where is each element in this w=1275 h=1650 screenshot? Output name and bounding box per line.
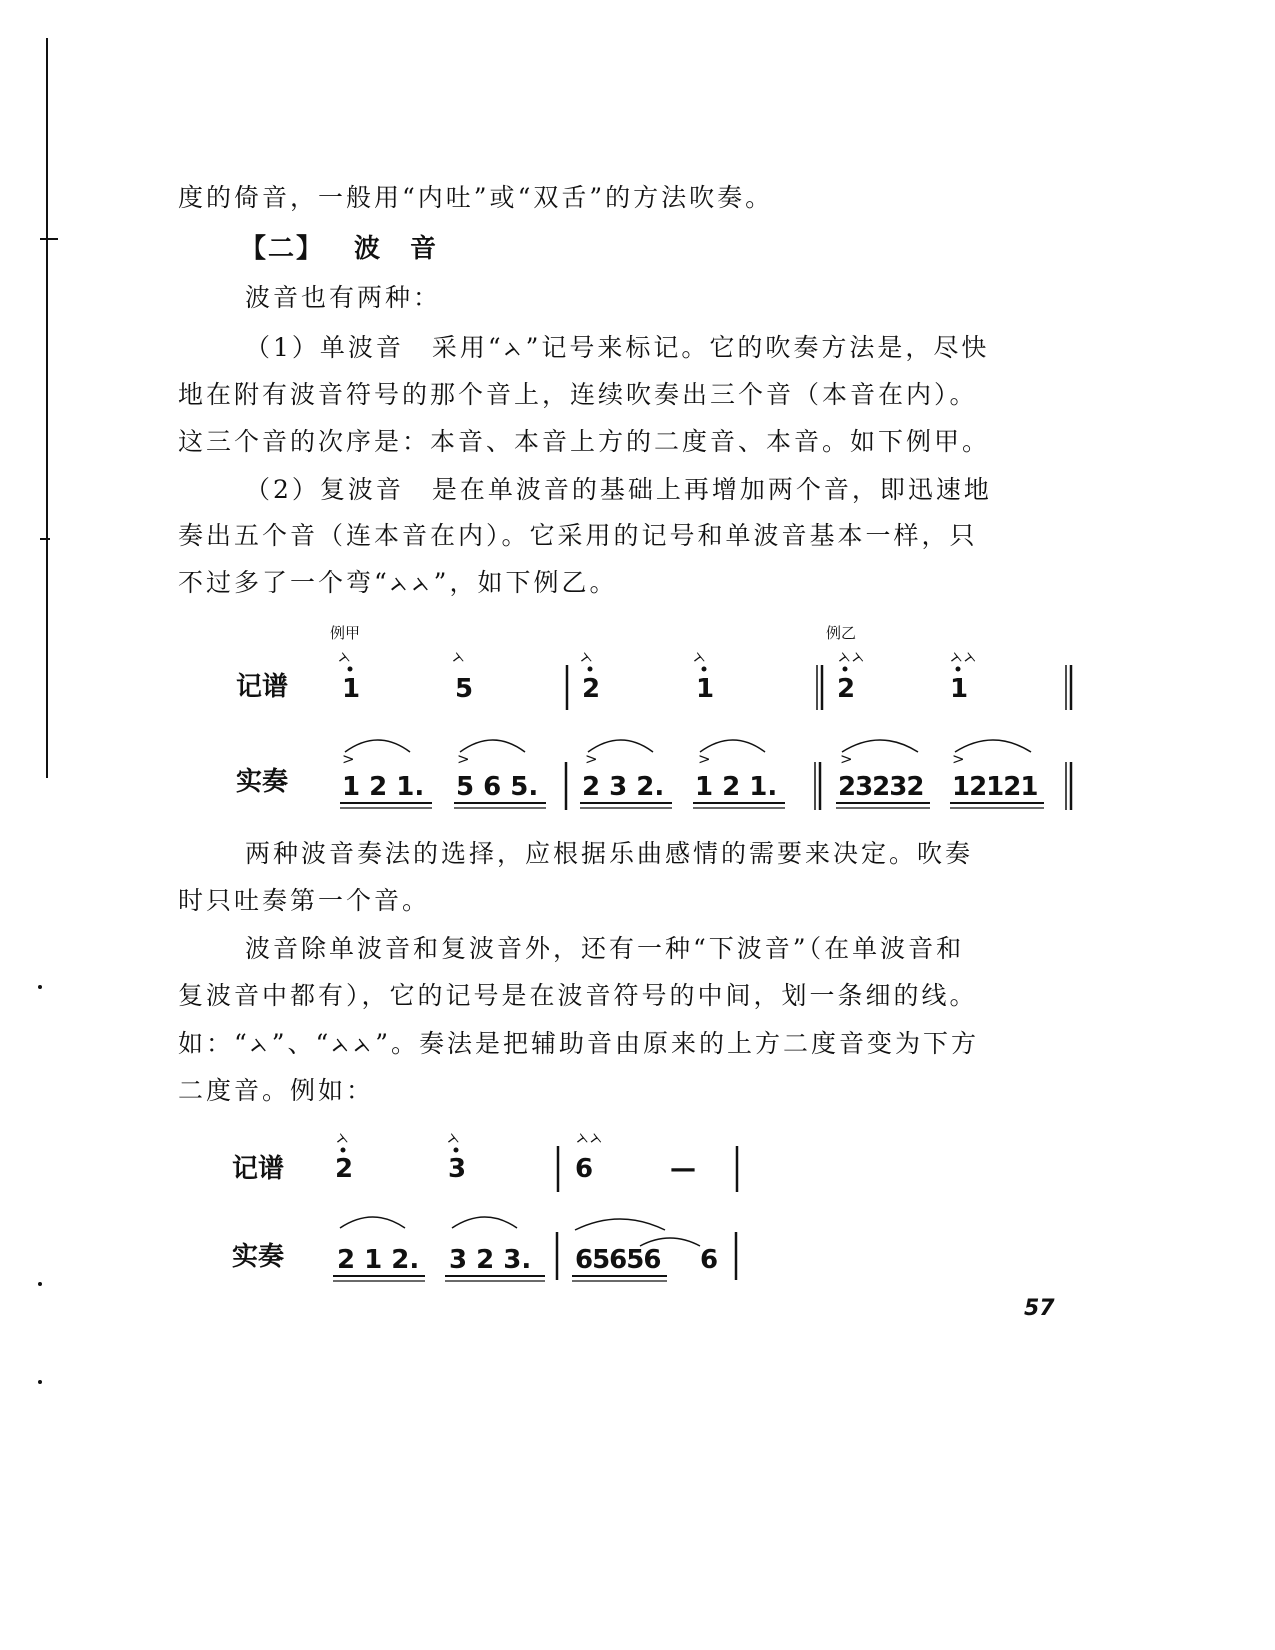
double-mordent-symbol: ᨂᨂ [838,646,866,667]
double-mordent-symbol: ᨂᨂ [950,646,978,667]
paragraph-line: （2）复波音 是在单波音的基础上再增加两个音，即迅速地 [245,475,992,504]
played-group: 5 6 5. [456,772,539,802]
accent-mark: > [840,750,853,768]
paragraph-line: 时只吐奏第一个音。 [178,886,431,915]
played-note: 6 [700,1245,719,1275]
paragraph-line: 二度音。例如： [178,1076,375,1105]
played-group: 12121 [952,772,1038,802]
paragraph-line: 地在附有波音符号的那个音上，连续吹奏出三个音（本音在内）。 [178,380,978,409]
octave-dot [341,1148,346,1153]
page-number: 57 [1024,1296,1055,1321]
notated-note: 1 [950,674,969,704]
sustain-dash: — [670,1154,696,1184]
heading-title: 波音 [354,234,467,264]
paragraph-line: 奏出五个音（连本音在内）。它采用的记号和单波音基本一样，只 [178,521,978,550]
paragraph-line: 如：“ᨂ”、“ᨂᨂ”。奏法是把辅助音由原来的上方二度音变为下方 [178,1029,979,1058]
notated-note: 2 [582,674,601,704]
example-label-b: 例乙 [826,624,857,642]
notated-note: 2 [335,1154,354,1184]
notated-note: 6 [575,1154,594,1184]
lower-mordent-symbol: ᨂ [336,1127,350,1148]
paragraph-line: 波音除单波音和复波音外，还有一种“下波音”（在单波音和 [245,934,965,963]
notated-note: 1 [696,674,715,704]
accent-mark: > [585,750,598,768]
accent-mark: > [457,750,470,768]
notated-note: 2 [837,674,856,704]
accent-mark: > [952,750,965,768]
octave-dot [454,1148,459,1153]
mordent-symbol: ᨂ [693,646,707,667]
played-group: 23232 [838,772,924,802]
played-group: 2 3 2. [582,772,665,802]
played-group: 3 2 3. [449,1245,532,1275]
row-label-played: 实奏 [232,1242,285,1272]
lower-double-mordent-symbol: ᨂᨂ [576,1127,604,1148]
accent-mark: > [342,750,355,768]
paragraph-line: 度的倚音，一般用“内吐”或“双舌”的方法吹奏。 [178,183,774,212]
played-group: 65656 [575,1245,661,1275]
notated-note: 3 [448,1154,467,1184]
example-label-a: 例甲 [330,624,361,642]
mordent-symbol: ᨂ [580,646,594,667]
slur [575,1219,665,1230]
paragraph-line: 不过多了一个弯“ᨂᨂ”，如下例乙。 [178,568,618,597]
mordent-symbol: ᨂ [338,646,352,667]
notated-note: 5 [455,674,474,704]
heading-number: 【二】 [240,234,325,264]
row-label-notation: 记谱 [232,1154,285,1184]
played-group: 1 2 1. [342,772,425,802]
notated-note: 1 [342,674,361,704]
paragraph-line: 这三个音的次序是：本音、本音上方的二度音、本音。如下例甲。 [178,427,991,456]
played-group: 2 1 2. [337,1245,420,1275]
played-group: 1 2 1. [695,772,778,802]
row-label-notation: 记谱 [236,672,289,702]
paragraph-line: 复波音中都有），它的记号是在波音符号的中间，划一条细的线。 [178,981,978,1010]
lower-mordent-symbol: ᨂ [447,1127,461,1148]
mordent-symbol: ᨂ [452,646,466,667]
slur [452,1217,517,1228]
row-label-played: 实奏 [236,767,289,797]
paragraph-line: （1）单波音 采用“ᨂ”记号来标记。它的吹奏方法是，尽快 [245,333,990,362]
paragraph-line: 两种波音奏法的选择，应根据乐曲感情的需要来决定。吹奏 [245,839,974,868]
paragraph-line: 波音也有两种： [245,283,442,312]
slur [340,1217,405,1228]
accent-mark: > [698,750,711,768]
